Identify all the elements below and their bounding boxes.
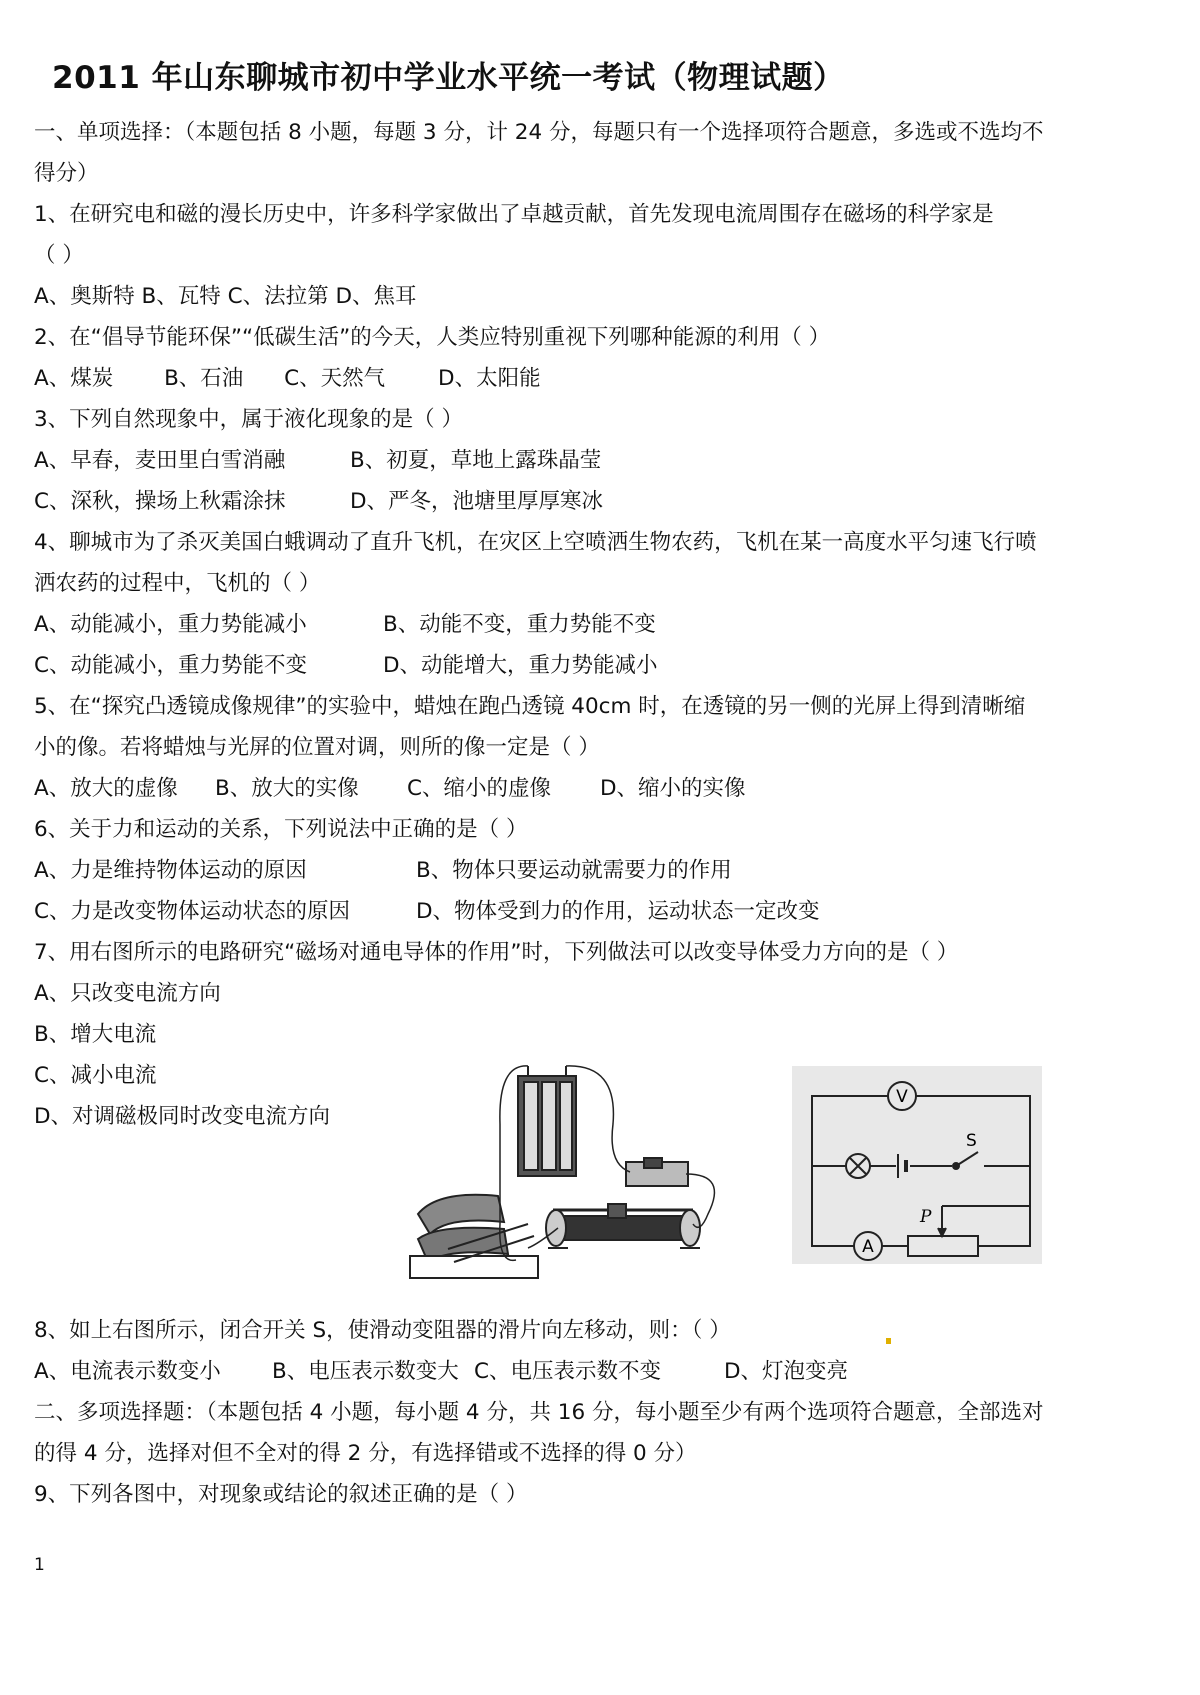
q8-option-d: D、灯泡变亮	[724, 1359, 849, 1384]
q7-stem: 7、用右图所示的电路研究“磁场对通电导体的作用”时，下列做法可以改变导体受力方向的是（ ）	[34, 940, 959, 965]
q6-option-d: D、物体受到力的作用，运动状态一定改变	[416, 899, 820, 924]
q4-stem-line1: 4、聊城市为了杀灭美国白蛾调动了直升飞机，在灾区上空喷洒生物农药，飞机在某一高度水平匀速飞行喷	[34, 530, 1037, 555]
section2-heading-line2: 的得 4 分，选择对但不全对的得 2 分，有选择错或不选择的得 0 分）	[34, 1441, 697, 1466]
slider-label: P	[920, 1207, 932, 1227]
page-title: 2011 年山东聊城市初中学业水平统一考试（物理试题）	[52, 60, 845, 96]
q8-option-b: B、电压表示数变大	[272, 1359, 459, 1384]
q4-stem-line2: 洒农药的过程中，飞机的（ ）	[34, 571, 321, 596]
q3-option-b: B、初夏，草地上露珠晶莹	[350, 448, 602, 473]
q8-option-a: A、电流表示数变小	[34, 1359, 221, 1384]
q1-options: A、奥斯特 B、瓦特 C、法拉第 D、焦耳	[34, 284, 417, 309]
q4-option-a: A、动能减小，重力势能减小	[34, 612, 307, 637]
section1-heading-line2: 得分）	[34, 161, 99, 186]
switch-label: S	[966, 1131, 977, 1151]
ammeter-label: A	[862, 1237, 874, 1257]
q3-option-c: C、深秋，操场上秋霜涂抹	[34, 489, 286, 514]
q4-option-c: C、动能减小，重力势能不变	[34, 653, 308, 678]
q7-option-b: B、增大电流	[34, 1022, 157, 1047]
q2-option-a: A、煤炭	[34, 366, 114, 391]
q3-option-a: A、早春，麦田里白雪消融	[34, 448, 286, 473]
q3-stem: 3、下列自然现象中，属于液化现象的是（ ）	[34, 407, 464, 432]
circuit-diagram-figure	[792, 1066, 1042, 1264]
q2-option-c: C、天然气	[284, 366, 386, 391]
q9-stem: 9、下列各图中，对现象或结论的叙述正确的是（ ）	[34, 1482, 528, 1507]
battery-illustration	[518, 1066, 576, 1176]
yellow-mark	[886, 1338, 891, 1344]
page-number: 1	[34, 1555, 45, 1575]
voltmeter-label: V	[896, 1087, 908, 1107]
q1-answer-paren: （ ）	[34, 243, 84, 268]
q6-option-c: C、力是改变物体运动状态的原因	[34, 899, 351, 924]
q2-options	[34, 364, 541, 394]
battery-symbol	[896, 1154, 910, 1178]
q5-stem-line2: 小的像。若将蜡烛与光屏的位置对调，则所的像一定是（ ）	[34, 735, 600, 760]
q7-option-a: A、只改变电流方向	[34, 981, 221, 1006]
q8-option-c: C、电压表示数不变	[474, 1359, 662, 1384]
q3-option-d: D、严冬，池塘里厚厚寒冰	[350, 489, 604, 514]
q4-option-d: D、动能增大，重力势能减小	[383, 653, 658, 678]
q7-option-d: D、对调磁极同时改变电流方向	[34, 1104, 331, 1129]
q5-option-d: D、缩小的实像	[600, 776, 746, 801]
q8-stem: 8、如上右图所示，闭合开关 S，使滑动变阻器的滑片向左移动，则：（ ）	[34, 1318, 731, 1343]
q5-option-b: B、放大的实像	[215, 776, 359, 801]
q5-option-c: C、缩小的虚像	[407, 776, 552, 801]
q2-option-d: D、太阳能	[438, 366, 541, 391]
section2-heading-line1: 二、多项选择题：（本题包括 4 小题，每小题 4 分，共 16 分，每小题至少有两个选项符合题意，全部选对	[34, 1400, 1044, 1425]
q5-stem-line1: 5、在“探究凸透镜成像规律”的实验中，蜡烛在跑凸透镜 40cm 时，在透镜的另一侧的光屏上得到清晰缩	[34, 694, 1026, 719]
lamp-symbol	[846, 1154, 870, 1178]
q6-stem: 6、关于力和运动的关系，下列说法中正确的是（ ）	[34, 817, 528, 842]
switch-illustration	[626, 1158, 688, 1186]
q6-option-a: A、力是维持物体运动的原因	[34, 858, 307, 883]
horseshoe-magnet-illustration	[410, 1195, 538, 1278]
section1-heading-line1: 一、单项选择：（本题包括 8 小题，每题 3 分，计 24 分，每题只有一个选择项符合题意，多选或不选均不	[34, 120, 1044, 145]
magnet-force-apparatus-figure	[408, 1064, 770, 1286]
q5-option-a: A、放大的虚像	[34, 776, 178, 801]
q6-option-b: B、物体只要运动就需要力的作用	[416, 858, 732, 883]
rheostat-illustration	[546, 1204, 700, 1248]
q7-option-c: C、减小电流	[34, 1063, 157, 1088]
q4-option-b: B、动能不变，重力势能不变	[383, 612, 656, 637]
q2-stem: 2、在“倡导节能环保”“低碳生活”的今天，人类应特别重视下列哪种能源的利用（ ）	[34, 325, 831, 350]
q1-stem: 1、在研究电和磁的漫长历史中，许多科学家做出了卓越贡献，首先发现电流周围存在磁场的科学家是	[34, 202, 994, 227]
q2-option-b: B、石油	[164, 366, 244, 391]
